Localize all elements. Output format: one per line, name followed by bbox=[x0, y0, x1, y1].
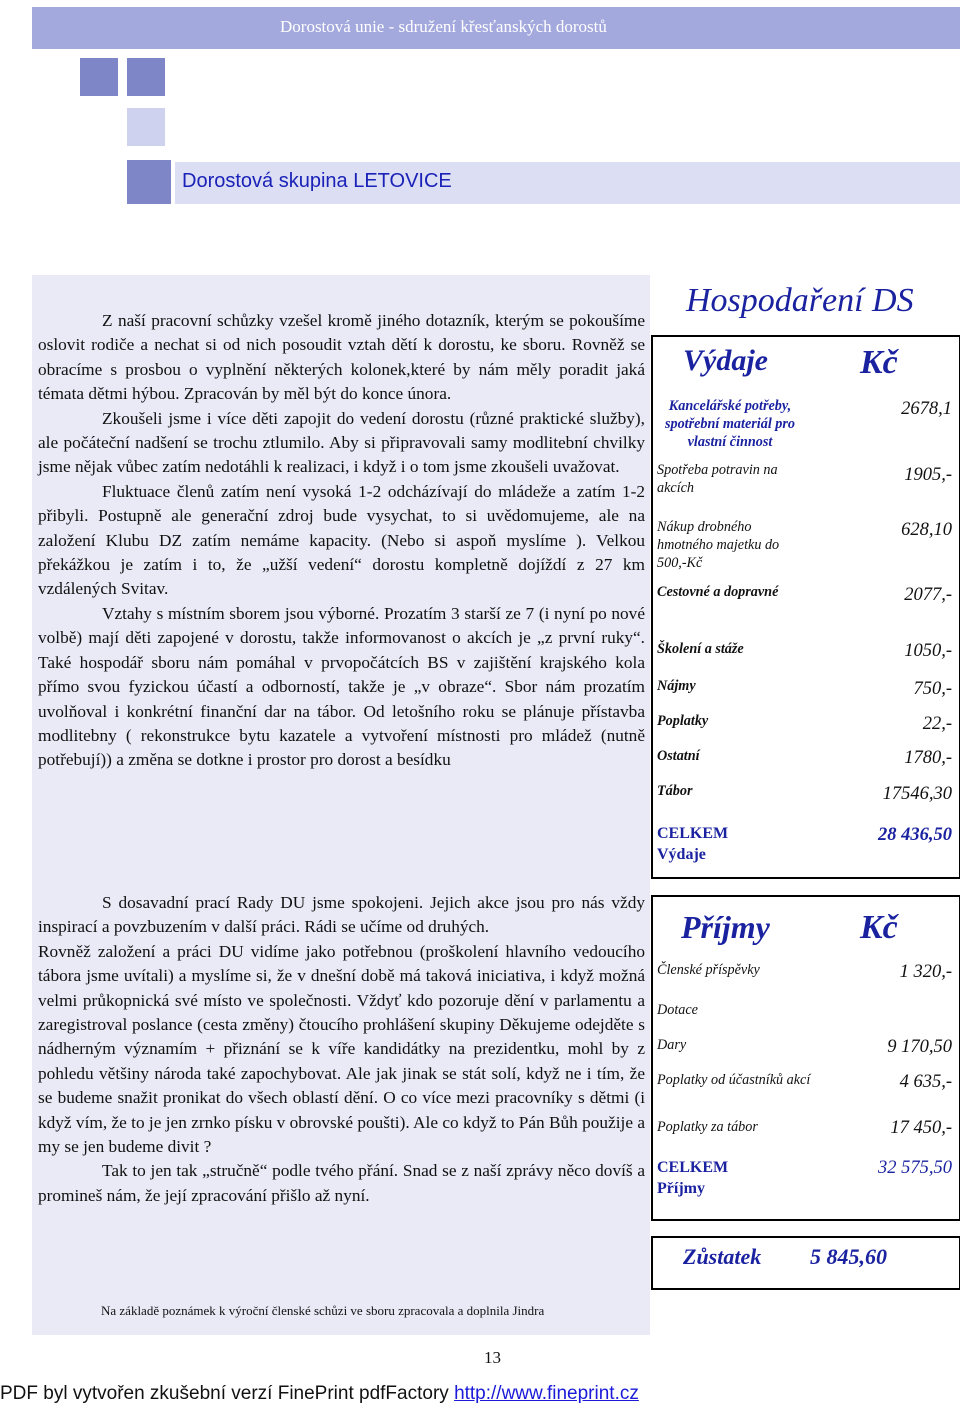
expense-label: Ostatní bbox=[657, 748, 700, 764]
expense-value: 1050,- bbox=[904, 641, 952, 661]
income-currency: Kč bbox=[860, 909, 898, 946]
income-value: 9 170,50 bbox=[887, 1037, 952, 1057]
main-text-block-2 bbox=[38, 891, 645, 1208]
balance-value: 5 845,60 bbox=[810, 1244, 887, 1269]
expense-label: Spotřeba potravin na akcích bbox=[657, 462, 778, 496]
income-total-label bbox=[657, 1157, 728, 1199]
expense-value: 1780,- bbox=[904, 748, 952, 768]
expense-label: Cestovné a dopravné bbox=[657, 584, 779, 600]
income-total-value: 32 575,50 bbox=[878, 1158, 952, 1178]
expenses-currency: Kč bbox=[860, 344, 898, 381]
income-label: Dotace bbox=[657, 1002, 698, 1018]
expense-label: Poplatky bbox=[657, 713, 709, 729]
expense-value: 2678,1 bbox=[901, 399, 952, 419]
income-label: Poplatky za tábor bbox=[657, 1119, 758, 1135]
paragraph: Rovněž založení a práci DU vidíme jako potřebnou (proškolení hlavního vedoucího tábora jsme uvítali) a myslíme si, že v dnešní době má taková iniciativa, i když možná velmi průkopnická své místo ve společnosti. Vždyť kdo pozoruje dění v parlamentu a zaregistroval poslance (cesta změny) čtoucího prohlášení skupiny Děkujeme odejděte s nádherným významím + přiznání se k víře kandidátky na prezidentku, mohl by z pohledu většiny národa také zapochybovat. Ale jak jinak se stát solí, když ne i tím, že se budeme snažit pronikat do všech oblastí dění. O co více mezi pracovníky s dětmi (i když vím, že to je jen zrnko písku v obrovské poušti). Ale co když to Pán Bůh použije a my se jen budeme divit ? bbox=[38, 941, 645, 1157]
pdf-footer-text: PDF byl vytvořen zkušební verzí FinePrint pdfFactory bbox=[0, 1383, 455, 1404]
expense-value: 1905,- bbox=[904, 465, 952, 485]
header-title: Dorostová unie - sdružení křesťanských dorostů bbox=[280, 17, 607, 36]
expense-label: Tábor bbox=[657, 783, 693, 799]
expense-value: 750,- bbox=[913, 679, 952, 699]
expense-label: Školení a stáže bbox=[657, 641, 744, 657]
income-heading: Příjmy bbox=[681, 909, 770, 945]
expense-value: 2077,- bbox=[904, 585, 952, 605]
pdf-footer-link[interactable]: http://www.fineprint.cz bbox=[454, 1383, 639, 1404]
paragraph: S dosavadní prací Rady DU jsme spokojeni. Jejich akce jsou pro nás vždy inspirací a povzbuzením v další práci. Rádi se učíme od druhých. bbox=[38, 893, 645, 937]
income-label: Poplatky od účastníků akcí bbox=[657, 1072, 811, 1088]
income-label: Dary bbox=[657, 1037, 687, 1053]
paragraph: Vztahy s místním sborem jsou výborné. Prozatím 3 starší ze 7 (i nyní po nové volbě) mají děti zapojené v dorostu, takže informovanost o akcích je „z první ruky“. Také hospodář sboru nám pomáhal v prvopočátcích BS v zajištění krajského kola přímo svou fyzickou účastí a odborností, takže je „v obraze“. Sbor nám prozatím uvolňoval i konkrétní finanční dar na tábor. Od letošního roku se plánuje přístavba modlitebny ( rekonstrukce bytu kazatele a vytvoření místnosti pro mládež (nutně potřebují)) a změna se dotkne i prostor pro dorost a besídku bbox=[38, 603, 645, 770]
decor-square bbox=[127, 108, 165, 146]
expenses-heading: Výdaje bbox=[683, 344, 768, 377]
expenses-total-value: 28 436,50 bbox=[878, 825, 952, 845]
finance-title: Hospodaření DS bbox=[686, 282, 914, 319]
total-label-line: CELKEM bbox=[657, 1159, 729, 1176]
income-value: 4 635,- bbox=[899, 1072, 952, 1092]
income-label: Členské příspěvky bbox=[657, 962, 760, 978]
paragraph: Zkoušeli jsme i více děti zapojit do vedení dorostu (různé praktické služby), ale počáteční nadšení se trochu ztlumilo. Aby si připravovali samy modlitební chvilky jsme nějak vůbec zatím nedotáhli k realizaci, i když i o tom jsme zkoušeli uvažovat. bbox=[38, 408, 645, 477]
balance-label: Zůstatek bbox=[683, 1244, 762, 1269]
page-number: 13 bbox=[484, 1348, 501, 1367]
expense-value: 22,- bbox=[922, 714, 952, 734]
total-label-line: CELKEM bbox=[657, 825, 729, 842]
paragraph: Fluktuace členů zatím není vysoká 1-2 odcházívají do mládeže a zatím 1-2 přibyli. Postupně ale generační zdroj bude vysychat, to si uvědomujeme, ale na založení Klubu DZ zatím nemáme kapacity. (Nebo si aspoň myslíme ). Velkou překážkou je zatím i to, že „užší vedení“ dorostu kompletně dojíždí z 27 km vzdálených Svitav. bbox=[38, 481, 645, 599]
total-label-line: Výdaje bbox=[657, 846, 706, 863]
income-value: 17 450,- bbox=[890, 1118, 952, 1138]
total-label-line: Příjmy bbox=[657, 1180, 705, 1197]
group-title: Dorostová skupina LETOVICE bbox=[182, 170, 452, 192]
pdf-footer bbox=[0, 1383, 639, 1405]
expense-value: 17546,30 bbox=[882, 784, 952, 804]
decor-square bbox=[127, 160, 171, 204]
expense-value: 628,10 bbox=[901, 520, 952, 540]
expense-label: Nákup drobného hmotného majetku do 500,-Kč bbox=[657, 519, 780, 571]
income-value: 1 320,- bbox=[899, 962, 952, 982]
expenses-total-label bbox=[657, 823, 728, 865]
paragraph: Z naší pracovní schůzky vzešel kromě jiného dotazník, kterým se pokoušíme oslovit rodiče a nechat si od nich posoudit vztah dětí k dorostu, ke sboru. Rovněž se obracíme s prosbou o vyplnění některých kolonek,které by nám měly poradit jaká témata dětmi hýbou. Zpracován by měl být do konce února. bbox=[38, 311, 645, 404]
footnote: Na základě poznámek k výroční členské schůzi ve sboru zpracovala a doplnila Jindra bbox=[101, 1303, 545, 1318]
decor-square bbox=[80, 58, 118, 96]
main-text-block bbox=[38, 309, 645, 773]
decor-square bbox=[127, 58, 165, 96]
expense-label: Nájmy bbox=[657, 678, 696, 694]
paragraph: Tak to jen tak „stručně“ podle tvého přání. Snad se z naší zprávy něco dovíš a promineš nám, že její zpracování přišlo až nyní. bbox=[38, 1161, 645, 1205]
expense-label: Kancelářské potřeby, spotřební materiál pro vlastní činnost bbox=[664, 398, 796, 450]
